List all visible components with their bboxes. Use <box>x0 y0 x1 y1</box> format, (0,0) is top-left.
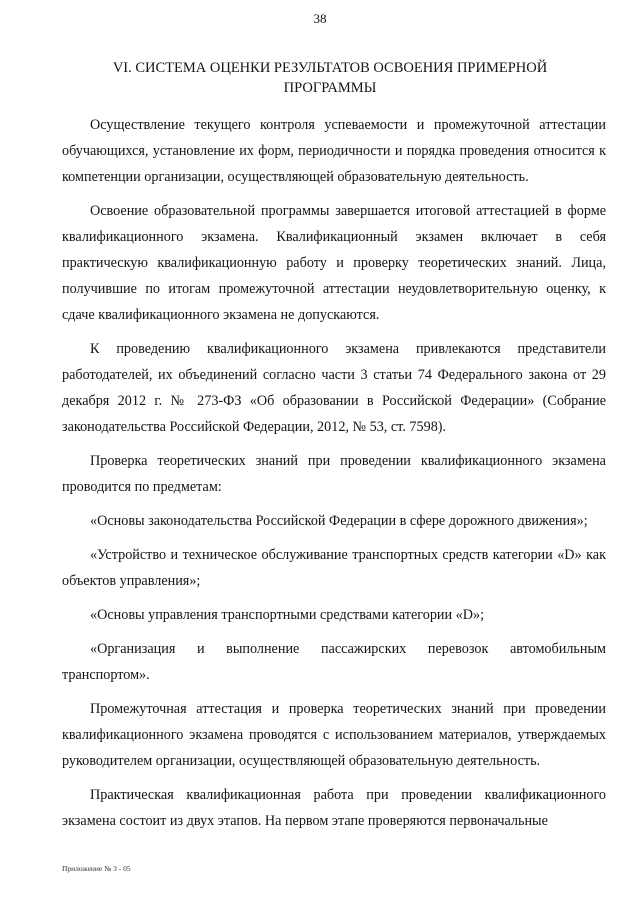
page-number: 38 <box>313 11 327 26</box>
paragraph-3: К проведению квалификационного экзамена привлекаются представители работодателей, их объединений согласно части 3 статьи 74 Федерального закона от 29 декабря 2012 г. № 273-ФЗ «Об образовании в Российской Федерации» (Собрание законодательства Российской Федерации, 2012, № 53, ст. 7598). <box>62 341 606 435</box>
paragraph-6: Практическая квалификационная работа при проведении квалификационного экзамена состоит из двух этапов. На первом этапе проверяются первоначальные <box>62 787 606 829</box>
paragraph-5: Промежуточная аттестация и проверка теоретических знаний при проведении квалификационного экзамена проводятся с использованием материалов, утверждаемых руководителем организации, осуществляющей образовательную деятельность. <box>62 701 606 769</box>
paragraph-1: Осуществление текущего контроля успеваемости и промежуточной аттестации обучающихся, установление их форм, периодичности и порядка проведения относится к компетенции организации, осуществляющей образовательную деятельность. <box>62 117 606 185</box>
paragraph-4: Проверка теоретических знаний при проведении квалификационного экзамена проводится по предметам: <box>62 453 606 495</box>
list-item-subject-4: «Организация и выполнение пассажирских перевозок автомобильным транспортом». <box>62 641 606 683</box>
list-item-subject-1: «Основы законодательства Российской Федерации в сфере дорожного движения»; <box>90 513 588 529</box>
paragraph-2: Освоение образовательной программы завершается итоговой аттестацией в форме квалификационного экзамена. Квалификационный экзамен включает в себя практическую квалификационную работу и проверку теоретических знаний. Лица, получившие по итогам промежуточной аттестации неудовлетворительную оценку, к сдаче квалификационного экзамена не допускаются. <box>62 203 606 323</box>
list-item-subject-2: «Устройство и техническое обслуживание транспортных средств категории «D» как объектов управления»; <box>62 547 606 589</box>
section-heading <box>90 58 570 98</box>
section-heading-line-2: ПРОГРАММЫ <box>283 80 377 96</box>
list-item-subject-3: «Основы управления транспортными средствами категории «D»; <box>90 607 485 623</box>
footer-note: Приложение № 3 - 05 <box>62 864 131 873</box>
section-heading-line-1: VI. СИСТЕМА ОЦЕНКИ РЕЗУЛЬТАТОВ ОСВОЕНИЯ ПРИМЕРНОЙ <box>112 60 548 76</box>
body-text <box>62 112 606 836</box>
